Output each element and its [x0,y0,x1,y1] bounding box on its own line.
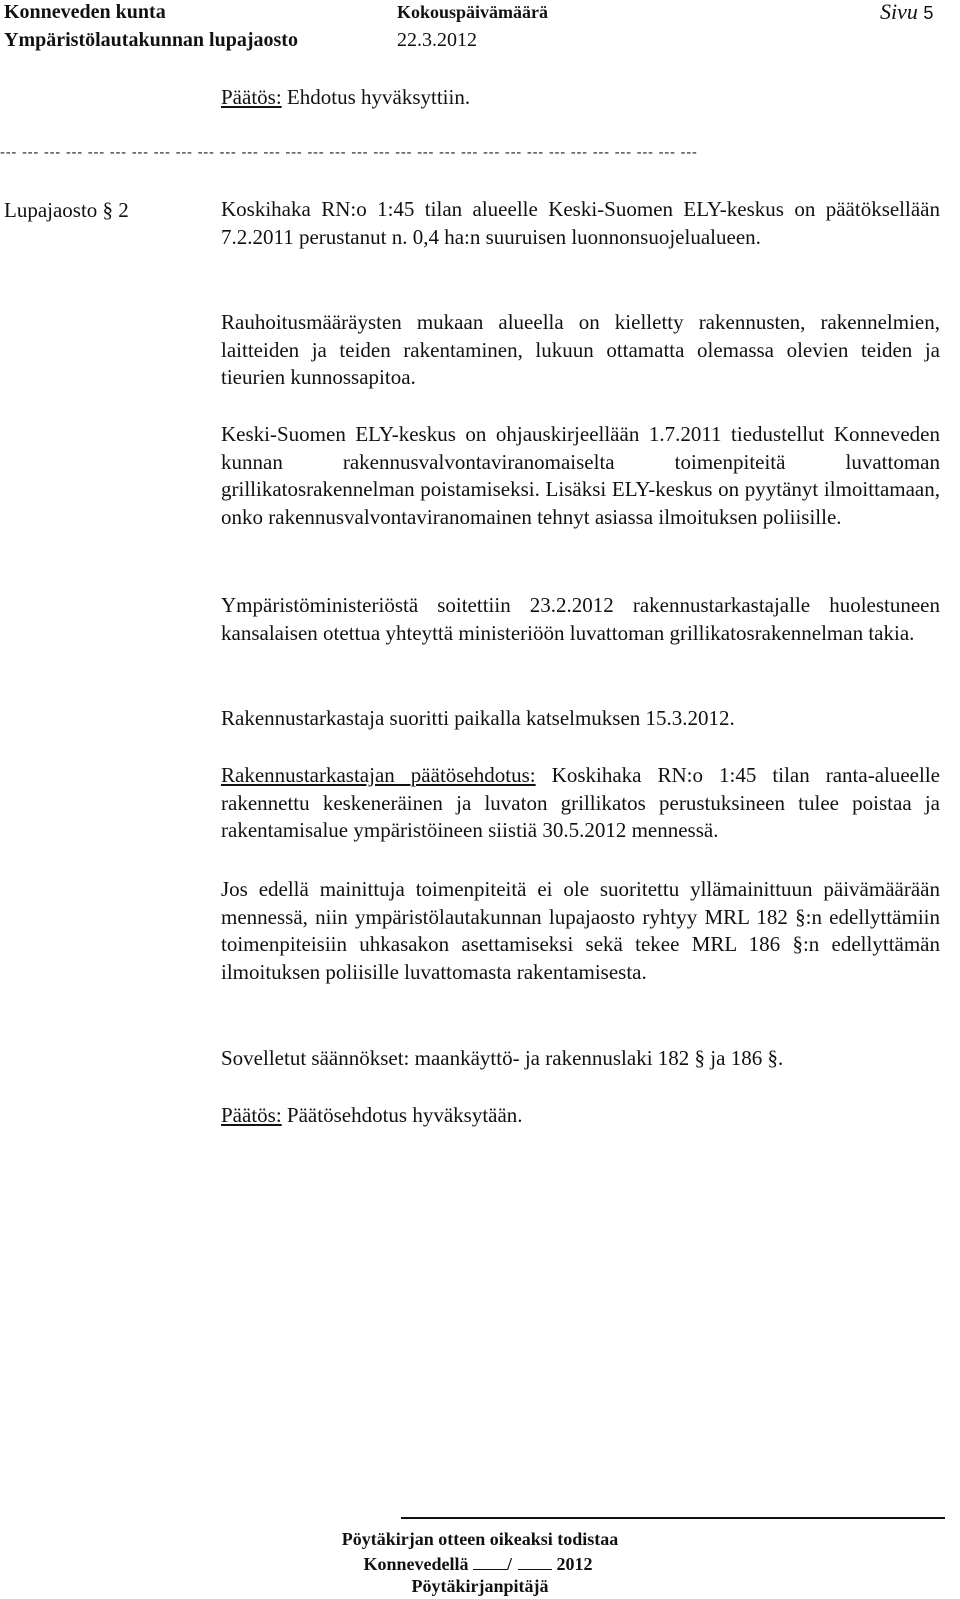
paragraph-inspection: Rakennustarkastaja suoritti paikalla katselmuksen 15.3.2012. [221,706,735,730]
footer-year: 2012 [556,1554,593,1574]
paragraph-ely-letter: Keski-Suomen ELY-keskus on ohjauskirjeellään 1.7.2011 tiedustellut Konneveden kunnan rakennusvalvontaviranomaiselta toimenpiteitä luvattoman grillikatosrakennelman poistamiseksi. Lisäksi ELY-keskus on pyytänyt ilmoittamaan, onko rakennusvalvontaviranomainen tehnyt asiassa ilmoituksen poliisille. [221,422,940,529]
previous-decision-label: Päätös: [221,85,282,109]
proposal-label: Rakennustarkastajan päätösehdotus: [221,763,536,787]
previous-decision-text: Ehdotus hyväksyttiin. [281,85,471,109]
footer-certify: Pöytäkirjan otteen oikeaksi todistaa [341,1529,619,1549]
footer-slash: / [507,1554,513,1574]
decision-text: Päätösehdotus hyväksytään. [281,1103,523,1127]
section-title: Koskihaka RN:o 1:45 tilan alueelle Keski-Suomen ELY-keskus on päätöksellään 7.2.2011 perustanut n. 0,4 ha:n suuruisen luonnonsuojelualueen. [221,197,940,249]
board-name: Ympäristölautakunnan lupajaosto [4,29,298,51]
footer-place: Konnevedellä [363,1554,469,1574]
page-number: 5 [923,3,934,23]
page-label: Sivu [880,0,918,24]
paragraph-ministry-call: Ympäristöministeriöstä soitettiin 23.2.2012 rakennustarkastajalle huolestuneen kansalaisen otettua yhteyttä ministeriöön luvattoman grillikatosrakennelman takia. [221,593,940,645]
decision-paragraph [221,1102,940,1130]
applied-rules: Sovelletut säännökset: maankäyttö- ja rakennuslaki 182 § ja 186 §. [221,1046,784,1070]
previous-decision [221,84,940,112]
org-name: Konneveden kunta [4,1,166,23]
footer-place-date [0,1552,958,1576]
paragraph-consequences: Jos edellä mainittuja toimenpiteitä ei ole suoritettu yllämainittuun päivämäärään mennessä, niin ympäristölautakunnan lupajaosto ryhtyy MRL 182 §:n edellyttämiin toimenpiteisiin uhkasakon asettamiseksi sekä tekee MRL 186 §:n edellyttämän ilmoituksen poliisille luvattomasta rakentamisesta. [221,877,940,984]
section-label: Lupajaosto § 2 [4,198,129,222]
proposal-paragraph [221,762,940,845]
footer-month-blank [518,1552,552,1570]
date-label: Kokouspäivämäärä [397,2,549,22]
proposal-text: Koskihaka RN:o 1:45 tilan ranta-alueelle rakennettu keskeneräinen ja luvaton grillikatos perustuksineen tulee poistaa ja rakentamisalue ympäristöineen siistiä 30.5.2012 mennessä. [221,763,940,842]
section-separator: --- --- --- --- --- --- --- --- --- --- --- --- --- --- --- --- --- --- --- --- --- --- --- --- --- --- --- --- --- --- --- --- [0,147,698,159]
decision-label: Päätös: [221,1103,282,1127]
meeting-date: 22.3.2012 [397,29,477,51]
paragraph-restrictions: Rauhoitusmääräysten mukaan alueella on kielletty rakennusten, rakennelmien, laitteiden ja teiden rakentaminen, lukuun ottamatta olemassa olevien teiden ja tieurien kunnossapitoa. [221,310,940,389]
page-indicator [880,0,933,25]
footer-day-blank [473,1552,507,1570]
footer-secretary: Pöytäkirjanpitäjä [411,1576,549,1596]
footer-rule [401,1517,945,1519]
